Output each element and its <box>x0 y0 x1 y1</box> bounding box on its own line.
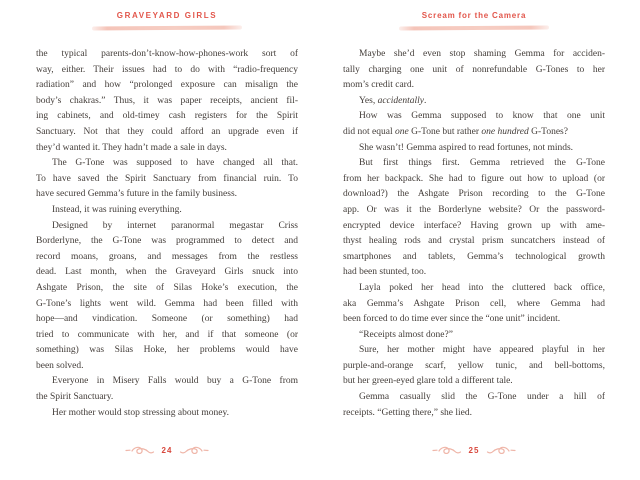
left-page-footer <box>36 444 298 456</box>
right-running-head: Scream for the Camera <box>421 11 527 20</box>
text-line: Sanctuary. Not that they could afford an upgrade even if <box>36 126 298 137</box>
text-line: app. Or was it the Borderlyne website? Or the password- <box>343 204 605 215</box>
text-line: The G-Tone was supposed to have changed all that. <box>52 158 298 169</box>
text-line: but her green-eyed glare told a different tale. <box>343 376 513 387</box>
left-header-underline <box>92 25 242 30</box>
text-line: Layla poked her head into the cluttered back office, <box>359 282 605 293</box>
text-line: something) was Silas Hoke, her problems would have <box>36 345 298 356</box>
text-line: Her mother would stop stressing about money. <box>52 407 229 418</box>
text-line: body’s chakras.” Thus, it was paper receipts, ancient fil- <box>36 95 298 106</box>
text-line: smartphones and tablets, Gemma’s technological growth <box>343 251 605 262</box>
text-line: ing cabinets, and old-timey cash registers for the Spirit <box>36 111 298 122</box>
text-line: purple-and-orange scarf, yellow tunic, and bell-bottoms, <box>343 360 605 371</box>
right-page-footer <box>343 444 605 456</box>
text-line: Designed by internet paranormal megastar Criss <box>52 220 298 231</box>
text-line: Borderlyne, the G-Tone was programmed to detect and <box>36 236 298 247</box>
text-line: Maybe she’d even stop shaming Gemma for acciden- <box>359 49 605 59</box>
text-line: had been stunted, too. <box>343 267 427 278</box>
text-line: To have saved the Spirit Sanctuary from financial ruin. To <box>36 173 298 184</box>
text-line: the typical parents-don’t-know-how-phones-work sort of <box>36 49 298 59</box>
text-line: Gemma casually slid the G-Tone under a hill of <box>359 392 605 403</box>
text-line: record moans, groans, and messages from the restless <box>36 251 298 262</box>
text-line: aka Gemma’s Ashgate Prison cell, where Gemma had <box>343 298 605 309</box>
text-line: download?) the Ashgate Prison recording to the G-Tone <box>343 189 605 200</box>
footer-flourish-icon <box>125 444 155 456</box>
text-line: Yes, accidentally. <box>359 95 427 106</box>
footer-flourish-icon <box>432 444 462 456</box>
left-body-text <box>36 47 298 421</box>
text-line: Sure, her mother might have appeared playful in her <box>359 345 605 356</box>
text-line: receipts. “Getting there,” she lied. <box>343 407 472 418</box>
text-line: have secured Gemma’s future in the family business. <box>36 189 238 200</box>
right-body-text <box>343 47 605 421</box>
text-line: Everyone in Misery Falls would buy a G-Tone from <box>52 376 298 387</box>
right-page <box>343 0 605 480</box>
footer-flourish-icon <box>179 444 209 456</box>
text-line: from her backpack. She had to figure out how to upload (or <box>343 173 605 184</box>
text-line: the Spirit Sanctuary. <box>36 392 114 403</box>
text-line: been solved. <box>36 360 84 371</box>
text-line: But first things first. Gemma retrieved the G-Tone <box>359 158 605 169</box>
text-line: She wasn’t! Gemma aspired to read fortunes, not minds. <box>359 142 574 153</box>
left-running-head: GRAVEYARD GIRLS <box>116 11 218 20</box>
text-line: How was Gemma supposed to know that one unit <box>359 111 605 122</box>
text-line: did not equal one G-Tone but rather one hundred G-Tones? <box>343 126 568 137</box>
text-line: Instead, it was ruining everything. <box>52 204 182 215</box>
right-header-underline <box>399 25 549 30</box>
left-page-number: 24 <box>161 445 173 455</box>
text-line: dead. Last month, when the Graveyard Girls snuck into <box>36 267 298 278</box>
text-line: been forced to do time ever since the “one unit” incident. <box>343 314 561 325</box>
text-line: tally charging one unit of nonrefundable G-Tones to her <box>343 64 605 75</box>
text-line: they’d wanted it. They hadn’t made a sale in days. <box>36 142 227 153</box>
text-line: hope—and vindication. Someone (or something) had <box>36 314 298 325</box>
text-line: encrypted device interface? Having grown up with ame- <box>343 220 605 231</box>
left-page <box>36 0 298 480</box>
text-line: Ashgate Prison, the site of Silas Hoke’s execution, the <box>36 282 298 293</box>
text-line: “Receipts almost done?” <box>359 329 453 340</box>
text-line: tried to communicate with her, and if that someone (or <box>36 329 298 340</box>
text-line: mom’s credit card. <box>343 80 414 91</box>
text-line: thyst healing rods and crystal prism suncatchers instead of <box>343 236 605 247</box>
text-line: way, either. Their issues had to do with “radio-frequency <box>36 64 298 75</box>
footer-flourish-icon <box>486 444 516 456</box>
right-page-number: 25 <box>468 445 480 455</box>
text-line: G-Tone’s lights went wild. Gemma had been filled with <box>36 298 298 309</box>
text-line: radiation” and how “prolonged exposure can misalign the <box>36 80 298 91</box>
